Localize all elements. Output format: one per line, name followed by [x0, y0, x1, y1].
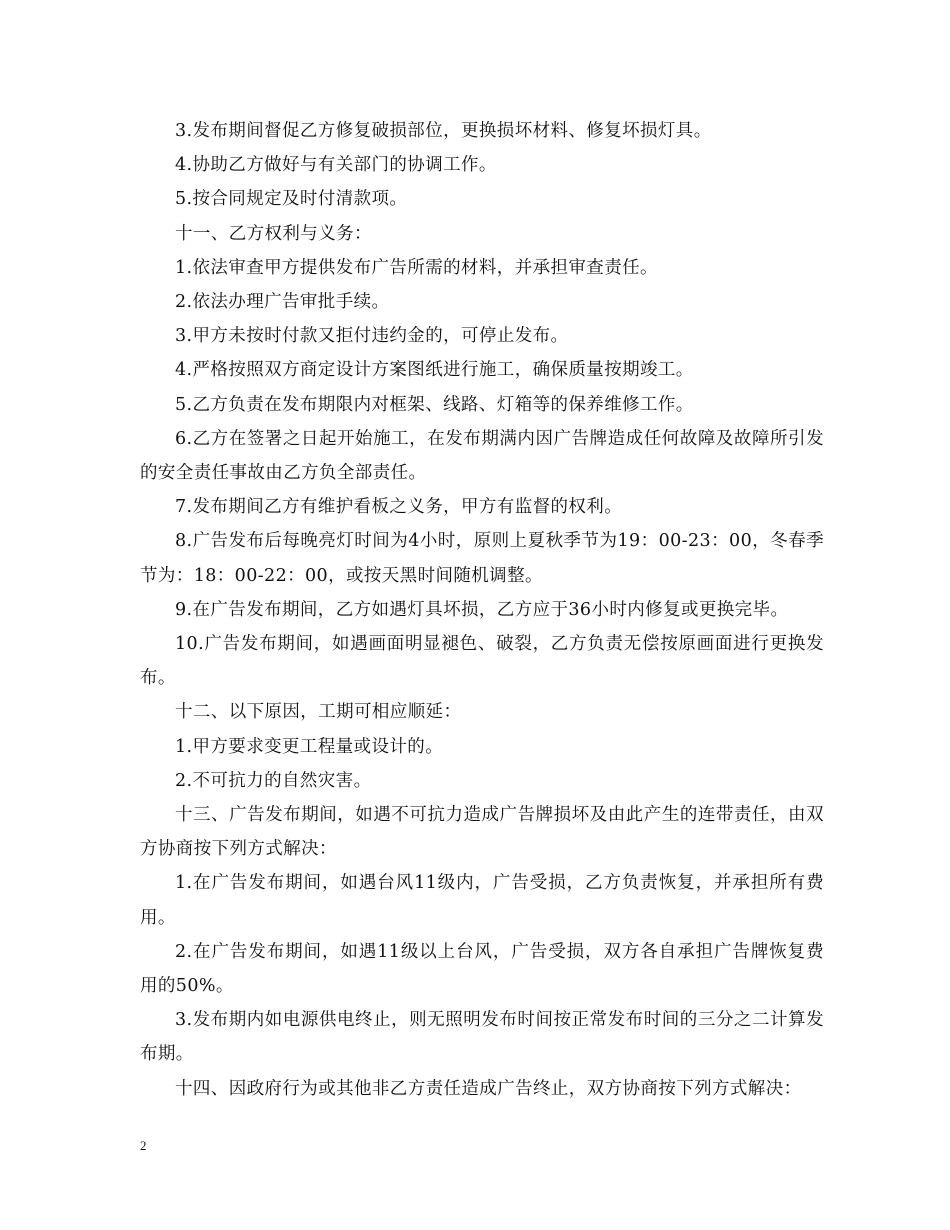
- paragraph: 3.甲方未按时付款又拒付违约金的，可停止发布。: [175, 326, 569, 347]
- section-heading: 十四、因政府行为或其他非乙方责任造成广告终止，双方协商按下列方式解决：: [175, 1078, 802, 1099]
- paragraph: 2.不可抗力的自然灾害。: [175, 770, 372, 791]
- paragraph: 1.依法审查甲方提供发布广告所需的材料，并承担审查责任。: [175, 257, 658, 278]
- paragraph: 4.严格按照双方商定设计方案图纸进行施工，确保质量按期竣工。: [175, 360, 694, 381]
- paragraph: 10.广告发布期间，如遇画面明显褪色、破裂，乙方负责无偿按原画面进行更换发布。: [140, 634, 824, 689]
- section-heading: 十二、以下原因，工期可相应顺延：: [175, 702, 462, 723]
- paragraph: 1.在广告发布期间，如遇台风11级内，广告受损，乙方负责恢复，并承担所有费用。: [140, 873, 824, 928]
- section-heading: 十一、乙方权利与义务：: [175, 223, 372, 244]
- paragraph: 5.按合同规定及时付清款项。: [175, 189, 408, 210]
- paragraph: 1.甲方要求变更工程量或设计的。: [175, 736, 444, 757]
- paragraph: 9.在广告发布期间，乙方如遇灯具坏损，乙方应于36小时内修复或更换完毕。: [175, 599, 789, 620]
- paragraph: 6.乙方在签署之日起开始施工，在发布期满内因广告牌造成任何故障及故障所引发的安全责任事故由乙方负全部责任。: [140, 428, 824, 484]
- paragraph: 3.发布期间督促乙方修复破损部位，更换损坏材料、修复坏损灯具。: [175, 121, 712, 141]
- page-number: 2: [140, 1138, 147, 1153]
- paragraph: 2.在广告发布期间，如遇11级以上台风，广告受损，双方各自承担广告牌恢复费用的50%。: [140, 941, 824, 997]
- paragraph: 5.乙方负责在发布期限内对框架、线路、灯箱等的保养维修工作。: [175, 394, 694, 415]
- section-heading: 十三、广告发布期间，如遇不可抗力造成广告牌损坏及由此产生的连带责任，由双方协商按下列方式解决：: [140, 805, 824, 860]
- paragraph: 2.依法办理广告审批手续。: [175, 292, 390, 313]
- paragraph: 3.发布期内如电源供电终止，则无照明发布时间按正常发布时间的三分之二计算发布期。: [140, 1010, 824, 1065]
- paragraph: 4.协助乙方做好与有关部门的协调工作。: [175, 155, 497, 176]
- document-body: [140, 114, 824, 1106]
- paragraph: 7.发布期间乙方有维护看板之义务，甲方有监督的权利。: [175, 497, 623, 518]
- paragraph: 8.广告发布后每晚亮灯时间为4小时，原则上夏秋季节为19：00-23：00，冬春季节为：18：00-22：00，或按天黑时间随机调整。: [140, 531, 824, 586]
